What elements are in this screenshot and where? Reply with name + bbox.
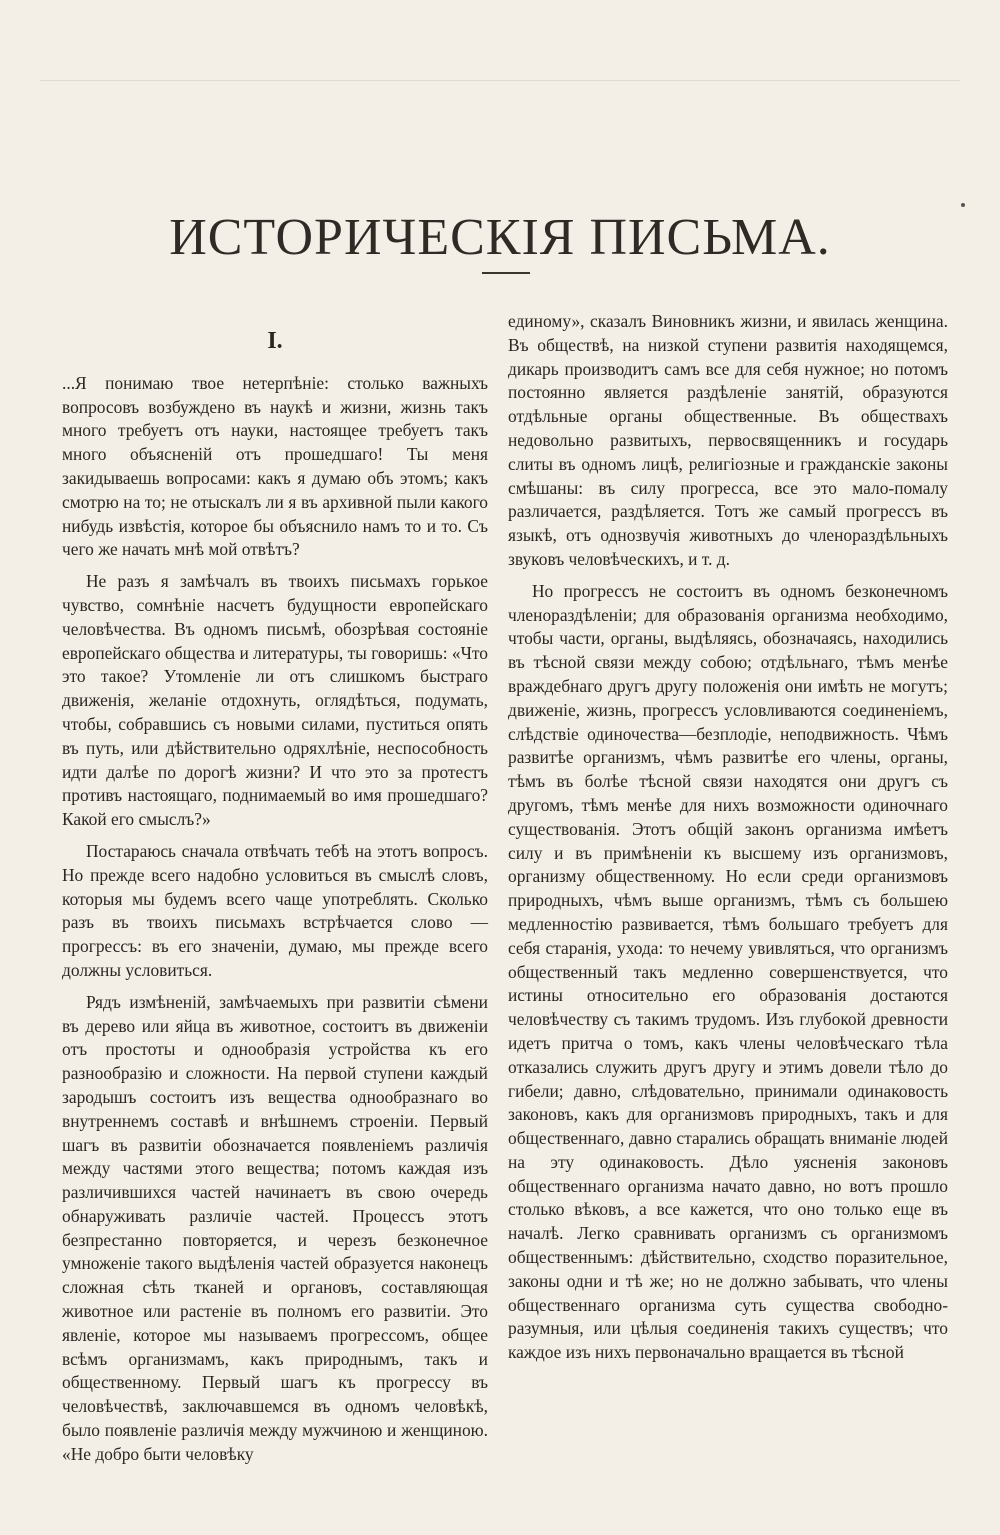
ink-speck: [961, 203, 965, 207]
title-rule: [482, 272, 530, 274]
faint-show-through-header: [40, 40, 960, 81]
right-column: [508, 310, 948, 1373]
paragraph: ...Я понимаю твое нетерпѣніе: столько важныхъ вопросовъ возбуждено въ наукѣ и жизни, жизнь такъ много требуетъ отъ науки, настоящее требуетъ такъ много объясненій отъ прошедшаго! Ты меня закидываешь вопросами: какъ я думаю объ этомъ; какъ смотрю на то; не отыскалъ ли я въ архивной пыли какого нибудь извѣстія, которое бы объяснило намъ то и то. Съ чего же начать мнѣ мой отвѣтъ?: [62, 372, 488, 560]
section-number: I.: [267, 328, 283, 354]
left-column: [62, 310, 488, 1475]
paragraph: Рядъ измѣненій, замѣчаемыхъ при развитіи сѣмени въ дерево или яйца въ животное, состоитъ въ движеніи отъ простоты и однообразія устройства къ его разнообразію и сложности. На первой ступени каждый зародышъ состоитъ изъ вещества однообразнаго во внутреннемъ составѣ и внѣшнемъ строеніи. Первый шагъ въ развитіи обозначается появленіемъ различія между частями этого вещества; потомъ каждая изъ различившихся частей начинаетъ въ свою очередь обнаруживать различіе частей. Процессъ этотъ безпрестанно повторяется, и черезъ безконечное умноженіе такого выдѣленія частей образуется наконецъ сложная сѣть тканей и органовъ, составляющая животное или растеніе въ полномъ его развитіи. Это явленіе, которое мы называемъ прогрессомъ, общее всѣмъ организмамъ, какъ природнымъ, такъ и общественному. Первый шагъ къ прогрессу въ человѣчествѣ, заключавшемся въ одномъ человѣкѣ, было появленіе различія между мужчиною и женщиною. «Не добро быти человѣку: [62, 991, 488, 1464]
paragraph: Не разъ я замѣчалъ въ твоихъ письмахъ горькое чувство, сомнѣніе насчетъ будущности европейскаго человѣчества. Въ одномъ письмѣ, обозрѣвая состояніе европейскаго общества и литературы, ты говоришь: «Что это такое? Утомленіе ли отъ слишкомъ быстраго движенія, желаніе отдохнуть, оглядѣться, подумать, чтобы, собравшись съ новыми силами, пуститься опять въ путь, или дѣйствительно одряхлѣніе, неспособность идти далѣе по дорогѣ жизни? И что это за протестъ противъ настоящаго, поднимаемый во имя прошедшаго? Какой его смыслъ?»: [62, 571, 488, 830]
paragraph: Постараюсь сначала отвѣчать тебѣ на этотъ вопросъ. Но прежде всего надобно условиться въ смыслѣ словъ, которыя мы будемъ всего чаще употреблять. Сколько разъ въ твоихъ письмахъ встрѣчается слово — прогрессъ: въ его значеніи, думаю, мы прежде всего должны условиться.: [62, 840, 488, 980]
paragraph: Но прогрессъ не состоитъ въ одномъ безконечномъ членораздѣленіи; для образованія организма необходимо, чтобы части, органы, выдѣляясь, обозначаясь, находились въ тѣсной связи между собою; отдѣльнаго, тѣмъ менѣе враждебнаго другъ другу положенія они имѣть не могутъ; движеніе, жизнь, прогрессъ условливаются соединеніемъ, слѣдствіе одиночества—безплодіе, неподвижность. Чѣмъ развитѣе организмъ, чѣмъ развитѣе его члены, органы, тѣмъ въ болѣе тѣсной связи находятся они другъ съ другомъ, тѣмъ менѣе для нихъ возможности одиночнаго существованія. Этотъ общій законъ организма имѣетъ силу и въ примѣненіи къ высшему изъ организмовъ, организму общественному. Но если среди организмовъ природныхъ, чѣмъ выше организмъ, тѣмъ съ большею медленностію развивается, тѣмъ большаго требуетъ для себя старанія, ухода: то нечему увивляться, что организмъ общественный такъ медленно совершенствуется, что истины относительно его образованія достаются человѣчеству съ такимъ трудомъ. Изъ глубокой древности идетъ притча о томъ, какъ члены человѣческаго тѣла отказались служить другъ другу и этимъ довели тѣло до гибели; давно, слѣдовательно, принимали одинаковость законовъ, какъ для организмовъ природныхъ, такъ и для общественнаго, давно старались обращать вниманіе людей на эту одинаковость. Дѣло уясненія законовъ общественнаго организма начато давно, но вотъ прошло столько вѣковъ, а все кажется, что оно только еще въ началѣ. Легко сравнивать организмъ съ организмомъ общественнымъ: дѣйствительно, сходство поразительное, законы одни и тѣ же; но не должно забывать, что члены общественнаго организма суть существа свободно-разумныя, или цѣлыя соединенія такихъ существъ; что каждое изъ нихъ первоначально вращается въ тѣсной: [508, 580, 948, 1363]
paragraph: единому», сказалъ Виновникъ жизни, и явилась женщина. Въ обществѣ, на низкой ступени развитія находящемся, дикарь производитъ самъ все для себя нужное; но потомъ постоянно является раздѣленіе занятій, образуются отдѣльные органы общественные. Въ обществахъ недовольно развитыхъ, первосвященникъ и государь слиты въ одномъ лицѣ, религіозные и гражданскіе законы смѣшаны: въ силу прогресса, все это мало-помалу различается, раздѣляется. Тотъ же самый прогрессъ въ языкѣ, отъ однозвучія животныхъ до членораздѣльныхъ звуковъ человѣческихъ, и т. д.: [508, 311, 948, 569]
article-title: ИСТОРИЧЕСКІЯ ПИСЬМА.: [169, 209, 831, 266]
